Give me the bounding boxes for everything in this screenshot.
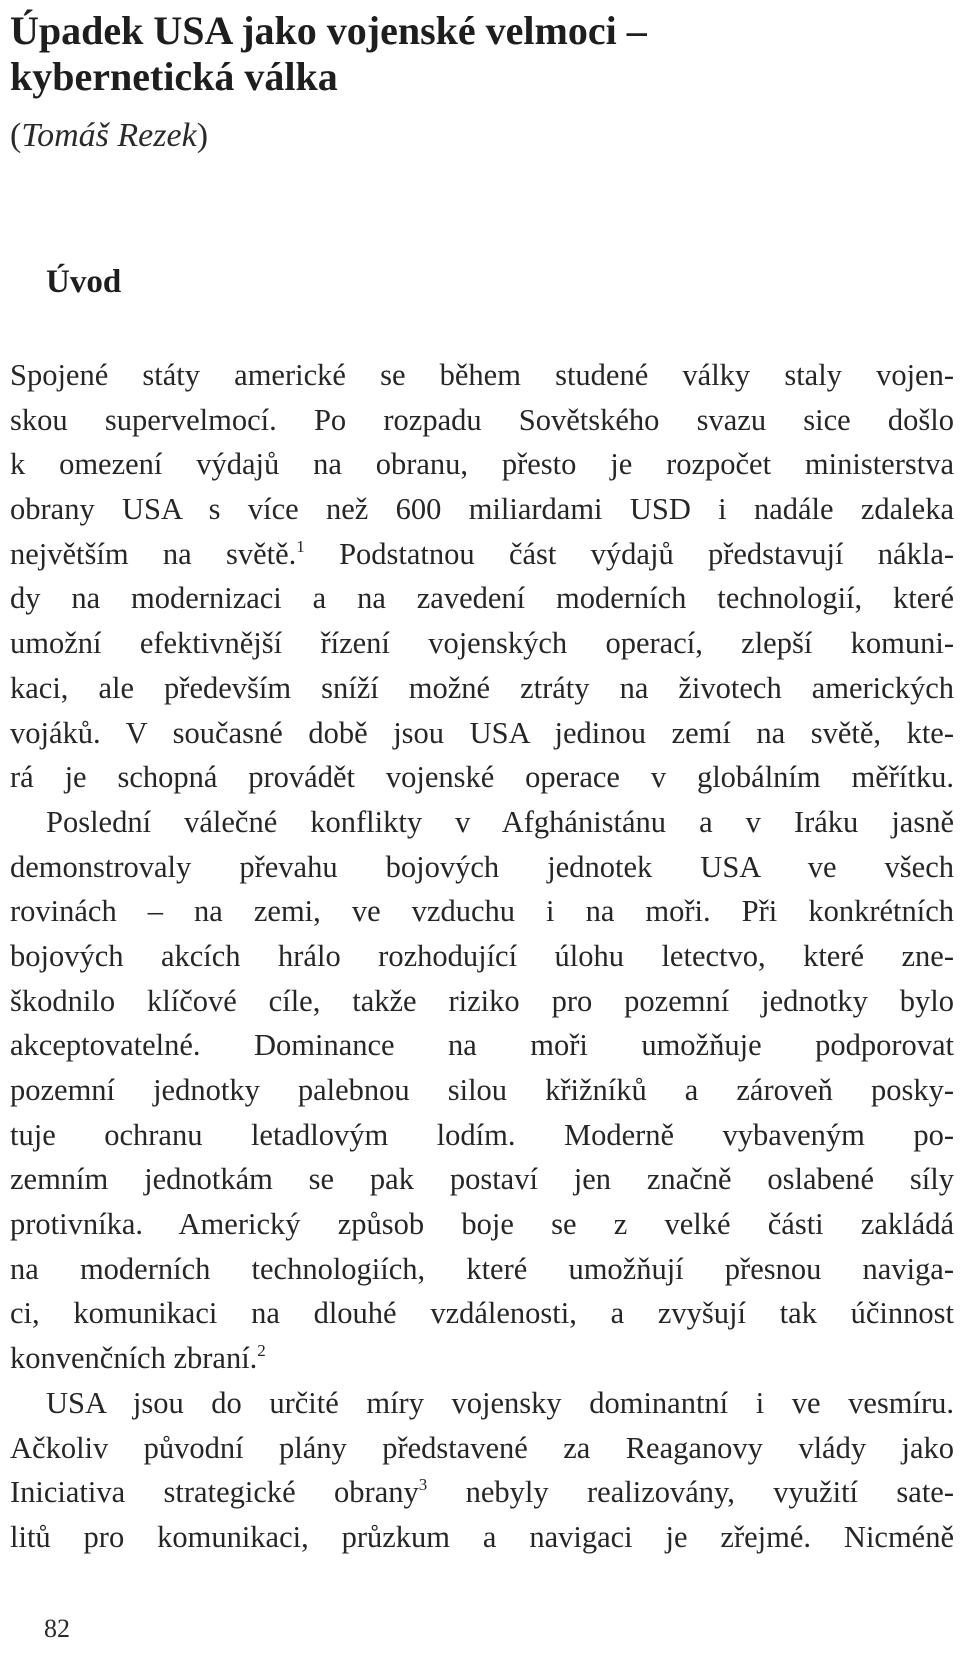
text-segment: Podstatnou část výdajů představují nákla- [339,536,955,571]
author-line [10,116,208,156]
text-line: skou supervelmocí. Po rozpadu Sovětského svazu sice došlo [10,402,954,437]
text-line: Spojené státy americké se během studené války staly vojen- [10,358,954,392]
text-line: rovinách – na zemi, ve vzduchu i na moři. Při konkrétních [10,894,954,929]
text-line: Poslední válečné konflikty v Afghánistánu a v Iráku jasně [46,804,954,839]
author-name: Tomáš Rezek [21,117,197,154]
chapter-title [10,8,940,100]
text-line: kaci, ale především sníží možné ztráty na životech amerických [10,670,954,705]
text-line: litů pro komunikaci, průzkum a navigaci je zřejmé. Nicméně [10,1519,954,1554]
section-heading: Úvod [46,264,122,300]
body-text [10,353,954,1560]
document-page [10,0,955,1672]
author-close-paren: ) [196,117,209,154]
text-segment: konvenčních zbraní. [10,1341,258,1376]
footnote-ref-2[interactable]: 2 [257,1341,266,1361]
text-line: škodnilo klíčové cíle, takže riziko pro pozemní jednotky bylo [10,983,954,1018]
text-line: pozemní jednotky palebnou silou křižníků a zároveň posky- [10,1073,954,1107]
text-line: vojáků. V současné době jsou USA jedinou zemí na světě, kte- [10,715,954,750]
text-line: rá je schopná provádět vojenské operace v globálním měřítku. [10,760,954,795]
chapter-title-line-2: kybernetická válka [10,54,338,99]
text-line: umožní efektivnější řízení vojenských operací, zlepší komuni- [10,626,954,661]
text-line: USA jsou do určité míry vojensky dominantní i ve vesmíru. [46,1385,954,1420]
footnote-ref-1[interactable]: 1 [296,536,305,556]
text-line: dy na modernizaci a na zavedení moderních technologií, které [10,581,954,616]
text-line [10,532,954,577]
text-line: zemním jednotkám se pak postaví jen značně oslabené síly [10,1162,954,1197]
author-open-paren: ( [10,117,22,154]
text-line: tuje ochranu letadlovým lodím. Moderně vybaveným po- [10,1117,954,1152]
chapter-title-line-1: Úpadek USA jako vojenské velmoci – [10,8,647,53]
footnote-ref-3[interactable]: 3 [418,1475,428,1495]
text-line: akceptovatelné. Dominance na moři umožňuje podporovat [10,1028,954,1063]
text-line: protivníka. Americký způsob boje se z velké části zakládá [10,1207,954,1242]
text-line: demonstrovaly převahu bojových jednotek USA ve všech [10,849,954,884]
text-segment: Iniciativa strategické obrany [10,1475,419,1510]
text-line: obrany USA s více než 600 miliardami USD i nadále zdaleka [10,492,954,527]
page-number: 82 [44,1614,70,1643]
text-line: na moderních technologiích, které umožňují přesnou naviga- [10,1251,954,1286]
text-line [10,1336,954,1381]
text-segment: největším na světě. [10,536,297,571]
paragraph-1 [10,353,954,1381]
text-line: bojových akcích hrálo rozhodující úlohu letectvo, které zne- [10,938,954,973]
text-line: Ačkoliv původní plány představené za Reaganovy vlády jako [10,1430,954,1465]
text-line: k omezení výdajů na obranu, přesto je rozpočet ministerstva [10,447,954,482]
text-line [10,1470,954,1515]
paragraph-2 [10,1381,954,1560]
text-line: ci, komunikaci na dlouhé vzdálenosti, a zvyšují tak účinnost [10,1296,954,1331]
text-segment: nebyly realizovány, využití sate- [465,1475,954,1510]
